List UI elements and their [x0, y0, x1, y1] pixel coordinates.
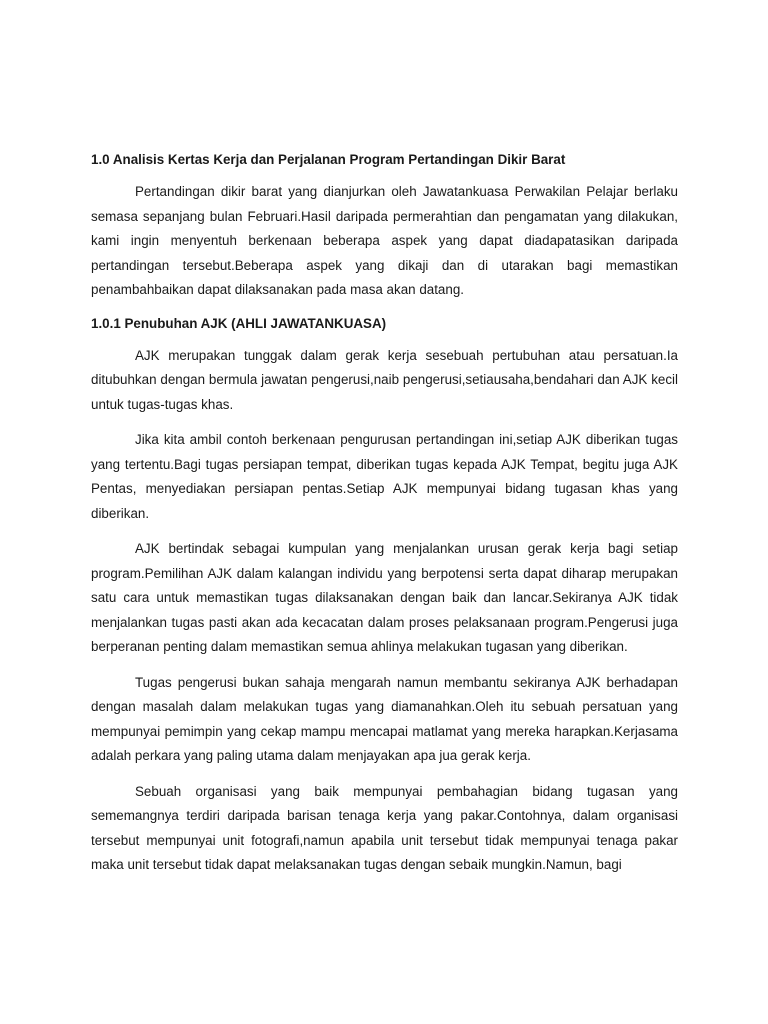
subsection-heading: 1.0.1 Penubuhan AJK (AHLI JAWATANKUASA): [91, 315, 387, 331]
paragraph-1: AJK merupakan tunggak dalam gerak kerja sesebuah pertubuhan atau persatuan.Ia ditubuhkan dengan bermula jawatan pengerusi,naib pengerusi,setiausaha,bendahari dan AJK kecil untuk tugas-tugas khas.: [91, 347, 678, 412]
section-heading: 1.0 Analisis Kertas Kerja dan Perjalanan Program Pertandingan Dikir Barat: [91, 152, 566, 167]
intro-paragraph: Pertandingan dikir barat yang dianjurkan oleh Jawatankuasa Perwakilan Pelajar berlaku semasa sepanjang bulan Februari.Hasil daripada permerahtian dan pengamatan yang dilakukan, kami ingin menyentuh berkenaan beberapa aspek yang dapat diadapatasikan daripada pertandingan tersebut.Beberapa aspek yang dikaji dan di utarakan bagi memastikan penambahbaikan dapat dilaksanakan pada masa akan datang.: [91, 184, 678, 297]
paragraph-3: AJK bertindak sebagai kumpulan yang menjalankan urusan gerak kerja bagi setiap program.Pemilihan AJK dalam kalangan individu yang berpotensi serta dapat diharap merupakan satu cara untuk memastikan tugas dilaksanakan dengan baik dan lancar.Sekiranya AJK tidak menjalankan tugas pasti akan ada kecacatan dalam proses pelaksanaan program.Pengerusi juga berperanan penting dalam memastikan semua ahlinya melakukan tugasan yang diberikan.: [91, 541, 678, 654]
document-body: [91, 150, 678, 889]
paragraph-4: Tugas pengerusi bukan sahaja mengarah namun membantu sekiranya AJK berhadapan dengan masalah dalam melakukan tugas yang diamanahkan.Oleh itu sebuah persatuan yang mempunyai pemimpin yang cekap mampu mencapai matlamat yang mereka harapkan.Kerjasama adalah perkara yang paling utama dalam menjayakan apa jua gerak kerja.: [91, 674, 678, 763]
paragraph-2: Jika kita ambil contoh berkenaan pengurusan pertandingan ini,setiap AJK diberikan tugas yang tertentu.Bagi tugas persiapan tempat, diberikan tugas kepada AJK Tempat, begitu juga AJK Pentas, menyediakan persiapan pentas.Setiap AJK mempunyai bidang tugasan khas yang diberikan.: [91, 432, 678, 521]
paragraph-5: Sebuah organisasi yang baik mempunyai pembahagian bidang tugasan yang sememangnya terdiri daripada barisan tenaga kerja yang pakar.Contohnya, dalam organisasi tersebut mempunyai unit fotografi,namun apabila unit tersebut tidak mempunyai tenaga pakar maka unit tersebut tidak dapat melaksanakan tugas dengan sebaik mungkin.Namun, bagi: [91, 783, 678, 872]
